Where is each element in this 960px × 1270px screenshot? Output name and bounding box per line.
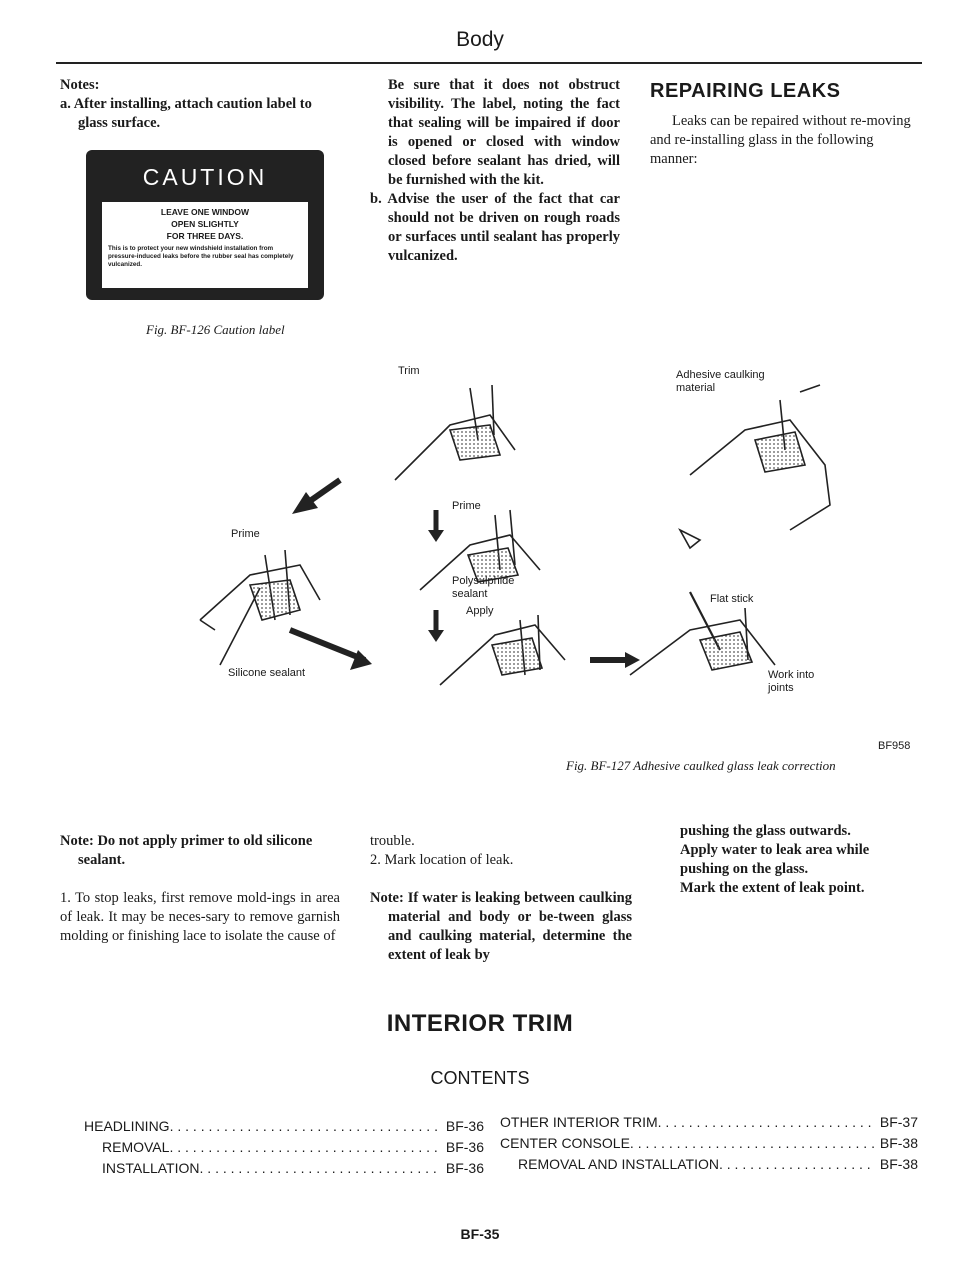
col2-p1: Be sure that it does not obstruct visibility. The label, noting the fact that sealing will be impaired if door is opened or closed with window closed before sealant has dried, will be furnished with the kit. [388,77,620,188]
toc-entry [84,1158,484,1179]
fig127-code: BF958 [878,740,911,752]
toc-entry [500,1112,918,1133]
label-joints: joints [768,682,794,694]
col3-l3: Mark the extent of leak point. [680,880,865,896]
label-flat-stick: Flat stick [710,593,754,605]
repairing-leaks-body: Leaks can be repaired without re-moving and re-installing glass in the following manner: [650,113,911,167]
toc-entry-label: HEADLINING [84,1118,170,1134]
toc-entry-page: BF-36 [445,1160,484,1176]
toc-entry-label: INSTALLATION [102,1160,200,1176]
label-material: material [676,382,716,394]
col1-bottom [60,832,340,946]
col2-p2: b. Advise the user of the fact that car should not be driven on rough roads or surfaces until sealant has properly vulcanized. [370,191,620,264]
caution-line-2: OPEN SLIGHTLY [171,219,239,229]
repairing-leaks-title: REPAIRING LEAKS [650,80,841,102]
toc-leader [169,1137,439,1158]
toc-left [84,1116,484,1179]
col3-l2: Apply water to leak area while pushing on the glass. [680,842,870,877]
notes [60,76,340,133]
col3-bottom [680,822,920,898]
page-header: Body [456,28,504,51]
col2-bottom [370,832,632,965]
label-adhesive: Adhesive caulking [676,369,765,381]
page-number: BF-35 [460,1226,500,1242]
col1-step1: 1. To stop leaks, first remove mold-ings in area of leak. It may be neces-sary to remove garnish molding or finishing lace to isolate the cause of [60,890,340,944]
col3-l1: pushing the glass outwards. [680,823,851,839]
caution-panel [102,202,308,288]
toc-entry-page: BF-37 [879,1114,918,1130]
toc-entry-page: BF-36 [445,1118,484,1134]
fig127-illustration [0,330,960,810]
fig126-caption: Fig. BF-126 Caution label [146,322,285,337]
interior-trim-title: INTERIOR TRIM [386,1010,574,1037]
label-prime-center: Prime [452,500,481,512]
col2-step2: 2. Mark location of leak. [370,852,514,868]
toc-entry-label: OTHER INTERIOR TRIM [500,1114,658,1130]
label-trim: Trim [398,365,420,377]
toc-leader [658,1112,874,1133]
col2-top [370,76,620,266]
toc-entry-label: REMOVAL AND INSTALLATION [518,1156,719,1172]
caution-line-1: LEAVE ONE WINDOW [160,207,250,217]
label-silicone: Silicone sealant [228,667,306,679]
toc-leader [630,1133,874,1154]
caution-word: CAUTION [142,164,268,190]
toc-entry-page: BF-36 [445,1139,484,1155]
fig127-caption: Fig. BF-127 Adhesive caulked glass leak correction [566,758,836,773]
col2-note: Note: If water is leaking between caulking material and body or be-tween glass and caulking material, determine the extent of leak by [370,890,632,963]
note-a: a. After installing, attach caution label to glass surface. [60,96,312,131]
contents-heading: CONTENTS [430,1068,530,1088]
toc-entry-page: BF-38 [879,1156,918,1172]
col2-trouble: trouble. [370,833,415,849]
label-work-into: Work into [768,669,815,681]
header-rule [56,62,922,64]
caution-label [86,150,324,300]
toc-leader [170,1116,440,1137]
toc-entry [84,1116,484,1137]
caution-line-3: FOR THREE DAYS. [166,231,244,241]
toc-entry-page: BF-38 [879,1135,918,1151]
notes-heading: Notes: [60,77,100,93]
label-prime-left: Prime [231,528,260,540]
toc-entry [500,1133,918,1154]
label-sealant: sealant [452,588,488,600]
toc-entry [84,1137,484,1158]
toc-entry-label: REMOVAL [102,1139,170,1155]
label-apply: Apply [466,605,494,617]
toc-leader [719,1154,874,1175]
label-polysulphide: Polysulphide [452,575,515,587]
toc-leader [200,1158,440,1179]
col1-note: Note: Do not apply primer to old silicone sealant. [60,833,313,868]
toc-right [500,1112,918,1175]
toc-entry [500,1154,918,1175]
toc-entry-label: CENTER CONSOLE [500,1135,630,1151]
caution-small-text: This is to protect your new windshield installation from pressure-induced leaks before the rubber seal has completely vulcanized. [108,245,294,268]
